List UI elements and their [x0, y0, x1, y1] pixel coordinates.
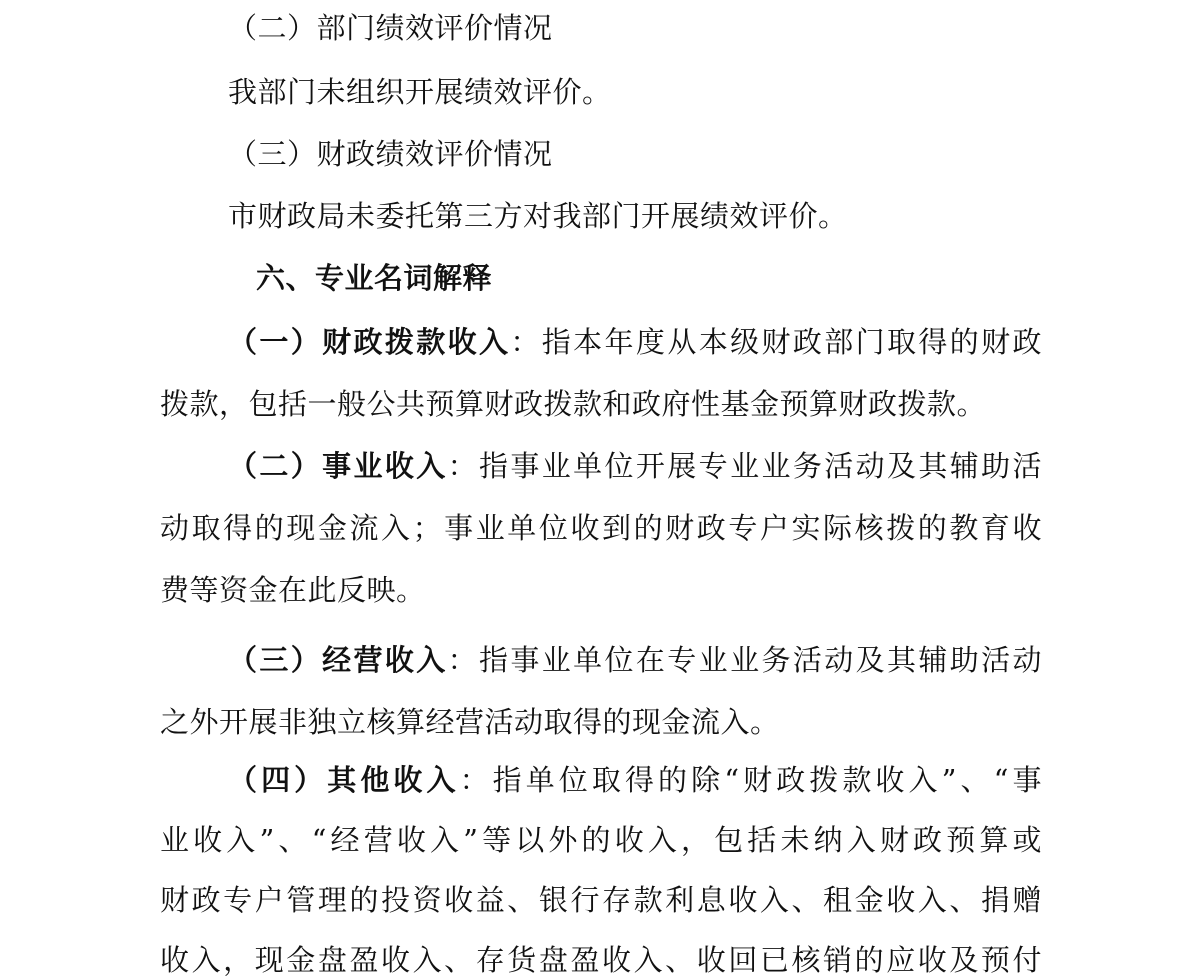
- glossary-term: （三）经营收入: [228, 643, 448, 677]
- glossary-term: （四）其他收入: [228, 763, 460, 797]
- glossary-item-other-income-cont-2: 财政专户管理的投资收益、银行存款利息收入、租金收入、捐赠: [160, 883, 1042, 917]
- glossary-definition: ：指单位取得的除“财政拨款收入”、“事: [459, 763, 1042, 797]
- section-body-finance-eval: 市财政局未委托第三方对我部门开展绩效评价。: [228, 199, 848, 233]
- glossary-term: （二）事业收入: [228, 449, 448, 483]
- glossary-term: （一）财政拨款收入: [228, 325, 511, 359]
- glossary-definition: ：指事业单位开展专业业务活动及其辅助活: [447, 449, 1042, 483]
- section-body-dept-eval: 我部门未组织开展绩效评价。: [228, 75, 612, 109]
- glossary-definition: ：指本年度从本级财政部门取得的财政: [510, 325, 1042, 359]
- glossary-heading: 六、专业名词解释: [256, 261, 493, 295]
- glossary-item-other-income: [228, 760, 1042, 800]
- glossary-item-fiscal-appropriation: [228, 322, 1042, 362]
- glossary-item-other-income-cont-3: 收入，现金盘盈收入、存货盘盈收入、收回已核销的应收及预付: [160, 943, 1042, 977]
- glossary-item-business-income: [228, 446, 1042, 486]
- glossary-item-business-income-cont-2: 费等资金在此反映。: [160, 573, 426, 607]
- section-heading-dept-eval: （二）部门绩效评价情况: [228, 11, 553, 45]
- glossary-definition: ：指事业单位在专业业务活动及其辅助活动: [447, 643, 1042, 677]
- glossary-item-operating-income: [228, 640, 1042, 680]
- glossary-item-other-income-cont-1: 业收入”、“经营收入”等以外的收入，包括未纳入财政预算或: [160, 823, 1042, 857]
- glossary-item-operating-income-cont: 之外开展非独立核算经营活动取得的现金流入。: [160, 705, 780, 739]
- section-heading-finance-eval: （三）财政绩效评价情况: [228, 137, 553, 171]
- glossary-item-business-income-cont-1: 动取得的现金流入；事业单位收到的财政专户实际核拨的教育收: [160, 511, 1042, 545]
- glossary-item-fiscal-appropriation-cont: 拨款，包括一般公共预算财政拨款和政府性基金预算财政拨款。: [160, 387, 987, 421]
